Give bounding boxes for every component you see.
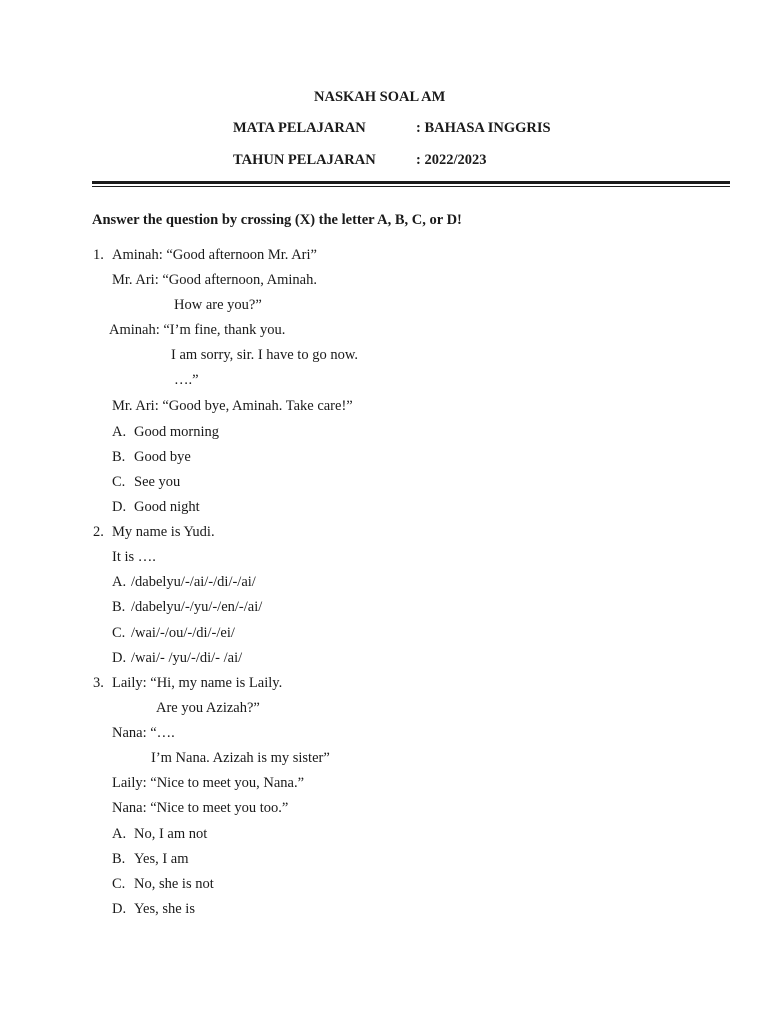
option-text: /wai/- /yu/-/di/- /ai/	[131, 650, 243, 666]
question-line: Nana: “….	[112, 725, 175, 741]
option-letter: D.	[112, 901, 127, 917]
option-letter: D.	[112, 499, 127, 515]
question-line: Nana: “Nice to meet you too.”	[112, 800, 289, 816]
option-letter: B.	[112, 449, 126, 465]
option-letter: A.	[112, 574, 127, 590]
question-line: I’m Nana. Azizah is my sister”	[151, 750, 330, 766]
question-line: It is ….	[112, 549, 156, 565]
year-value: : 2022/2023	[416, 152, 487, 168]
question-line: Are you Azizah?”	[156, 700, 260, 716]
option-text: Good morning	[134, 424, 219, 440]
option-letter: C.	[112, 876, 126, 892]
question-line: My name is Yudi.	[112, 524, 215, 540]
option-letter: C.	[112, 625, 126, 641]
header-divider-thick	[92, 181, 730, 184]
option-text: No, she is not	[134, 876, 214, 892]
option-letter: D.	[112, 650, 127, 666]
option-text: Good bye	[134, 449, 191, 465]
question-line: ….”	[174, 372, 199, 388]
question-line: Aminah: “Good afternoon Mr. Ari”	[112, 247, 317, 263]
question-line: Mr. Ari: “Good afternoon, Aminah.	[112, 272, 317, 288]
subject-label: MATA PELAJARAN	[233, 120, 366, 136]
question-line: I am sorry, sir. I have to go now.	[171, 347, 358, 363]
header-divider-thin	[92, 186, 730, 187]
option-letter: B.	[112, 851, 126, 867]
option-letter: C.	[112, 474, 126, 490]
option-text: Good night	[134, 499, 200, 515]
year-label: TAHUN PELAJARAN	[233, 152, 376, 168]
question-number: 1.	[93, 247, 104, 263]
option-text: See you	[134, 474, 181, 490]
question-line: Laily: “Hi, my name is Laily.	[112, 675, 283, 691]
question-line: Mr. Ari: “Good bye, Aminah. Take care!”	[112, 398, 353, 414]
option-text: No, I am not	[134, 826, 208, 842]
option-text: Yes, she is	[134, 901, 195, 917]
question-line: Laily: “Nice to meet you, Nana.”	[112, 775, 305, 791]
option-text: Yes, I am	[134, 851, 189, 867]
option-text: /dabelyu/-/ai/-/di/-/ai/	[131, 574, 256, 590]
question-line: Aminah: “I’m fine, thank you.	[109, 322, 286, 338]
subject-value: : BAHASA INGGRIS	[416, 120, 551, 136]
document-title: NASKAH SOAL AM	[314, 89, 446, 105]
question-number: 2.	[93, 524, 104, 540]
option-text: /wai/-/ou/-/di/-/ei/	[131, 625, 235, 641]
question-number: 3.	[93, 675, 104, 691]
instruction-text: Answer the question by crossing (X) the letter A, B, C, or D!	[92, 212, 462, 228]
option-letter: A.	[112, 424, 127, 440]
option-letter: A.	[112, 826, 127, 842]
option-text: /dabelyu/-/yu/-/en/-/ai/	[131, 599, 263, 615]
question-line: How are you?”	[174, 297, 262, 313]
option-letter: B.	[112, 599, 126, 615]
